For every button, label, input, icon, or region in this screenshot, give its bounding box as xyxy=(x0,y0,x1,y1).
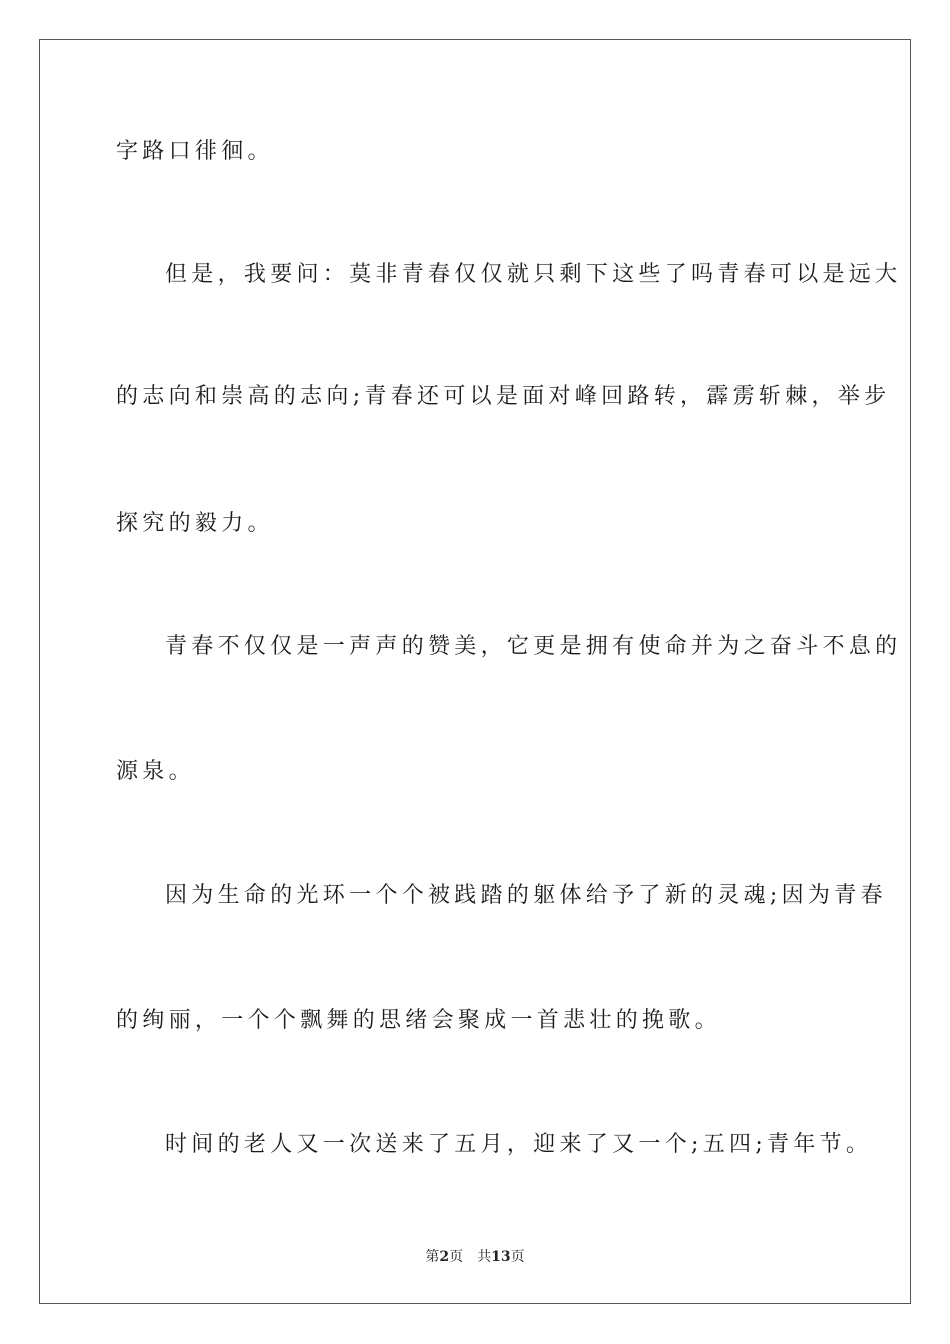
text-line: 的绚丽，一个个飘舞的思绪会聚成一首悲壮的挽歌。 xyxy=(116,1008,721,1033)
total-prefix: 共 xyxy=(477,1249,492,1265)
text-line: 的志向和崇高的志向;青春还可以是面对峰回路转，霹雳斩棘，举步 xyxy=(116,384,891,409)
paragraph-start: 青春不仅仅是一声声的赞美，它更是拥有使命并为之奋斗不息的 xyxy=(165,634,902,659)
page-number: 2 xyxy=(439,1249,450,1265)
paragraph-start: 因为生命的光环一个个被践踏的躯体给予了新的灵魂;因为青春 xyxy=(165,883,887,908)
total-suffix: 页 xyxy=(510,1249,525,1265)
total-pages: 13 xyxy=(491,1249,511,1265)
page-border xyxy=(39,39,911,1304)
text-line: 源泉。 xyxy=(116,759,195,784)
paragraph-start: 但是，我要问：莫非青春仅仅就只剩下这些了吗青春可以是远大 xyxy=(165,262,902,287)
paragraph-start: 时间的老人又一次送来了五月，迎来了又一个;五四;青年节。 xyxy=(165,1132,873,1157)
page-footer xyxy=(0,1248,950,1266)
page-suffix: 页 xyxy=(449,1249,464,1265)
text-line: 字路口徘徊。 xyxy=(116,139,274,164)
text-line: 探究的毅力。 xyxy=(116,511,274,536)
page-prefix: 第 xyxy=(425,1249,440,1265)
